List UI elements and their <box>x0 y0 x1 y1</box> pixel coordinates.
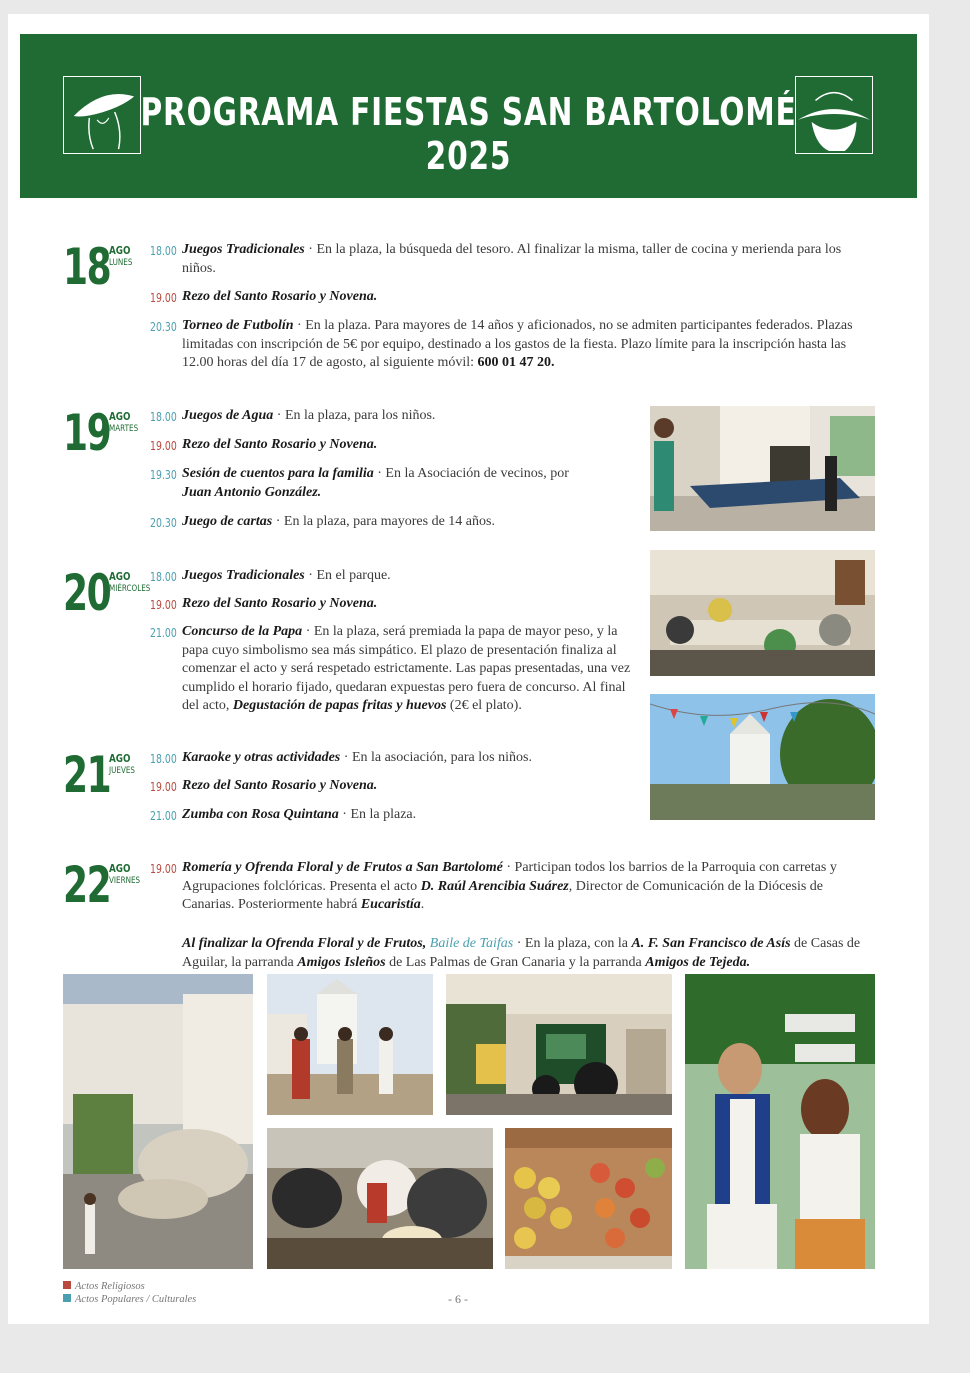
event-title: Juegos Tradicionales <box>182 568 305 583</box>
event-item: 18.00 Juegos Tradicionales · En la plaza, la búsqueda del tesoro. Al finalizar la misma, taller de cocina y merienda para los niños. <box>150 242 842 276</box>
event-title: Rezo del Santo Rosario y Novena. <box>182 437 378 452</box>
event-time: 19.00 <box>150 862 177 876</box>
day-month: AGO <box>109 862 131 875</box>
event-time: 19.00 <box>150 780 177 794</box>
event-title: Rezo del Santo Rosario y Novena. <box>182 778 378 793</box>
event-description: En el parque. <box>316 568 391 583</box>
event-time: 18.00 <box>150 410 177 424</box>
day-weekday: LUNES <box>109 258 133 268</box>
event-title: Rezo del Santo Rosario y Novena. <box>182 289 378 304</box>
event-description: En la plaza, para mayores de 14 años. <box>283 514 495 529</box>
tractor-photo <box>446 974 672 1115</box>
header-banner <box>20 34 917 198</box>
event-time: 18.00 <box>150 752 177 766</box>
day-number: 21 <box>63 746 111 804</box>
phone-number: 600 01 47 20. <box>477 355 555 370</box>
day-month: AGO <box>109 244 131 257</box>
event-time: 19.30 <box>150 468 177 482</box>
day-number: 19 <box>63 404 111 462</box>
day-month: AGO <box>109 410 131 423</box>
event-time: 19.00 <box>150 598 177 612</box>
event-time: 20.30 <box>150 320 177 334</box>
event-time: 19.00 <box>150 439 177 453</box>
event-title: Juego de cartas <box>182 514 273 529</box>
popular-swatch <box>63 1294 71 1302</box>
man-hat-logo-icon <box>795 76 873 154</box>
card-players-photo <box>650 550 875 676</box>
day-weekday: JUEVES <box>109 766 135 776</box>
day-weekday: MARTES <box>109 424 139 434</box>
day-month: AGO <box>109 570 131 583</box>
event-time: 20.30 <box>150 516 177 530</box>
event-title: Sesión de cuentos para la familia <box>182 466 374 481</box>
day-number: 18 <box>63 238 111 296</box>
page-number: - 6 - <box>448 1292 468 1306</box>
event-description: En la plaza, será premiada la papa de mayor peso, y la papa cuyo simbolismo sea más simpático. El plazo de presentación finaliza al comenzar el acto y será respetado estrictamente. Las papas presentadas, una vez cumplido el horario fijado, quedaran expuestas pero fuera de concurso. Al final del acto, <box>182 624 631 713</box>
event-description: En la Asociación de vecinos, por <box>385 466 569 481</box>
event-description: En la asociación, para los niños. <box>351 750 532 765</box>
day-weekday: VIERNES <box>109 876 141 886</box>
event-title: Rezo del Santo Rosario y Novena. <box>182 596 378 611</box>
event-description: En la plaza. <box>350 807 417 822</box>
folk-dancers-photo <box>267 974 433 1115</box>
sheep-street-photo <box>63 974 253 1269</box>
event-time: 18.00 <box>150 244 177 258</box>
event-time: 21.00 <box>150 809 177 823</box>
religious-swatch <box>63 1281 71 1289</box>
legend-religious: Actos Religiosos <box>63 1281 145 1292</box>
event-title: Al finalizar la Ofrenda Floral y de Frutos, <box>182 936 427 951</box>
event-time: 21.00 <box>150 626 177 640</box>
event-description: En la plaza, para los niños. <box>284 408 436 423</box>
event-title: Torneo de Futbolín <box>182 318 294 333</box>
baile-de-taifas-label: Baile de Taifas <box>426 936 514 951</box>
presenter-name: D. Raúl Arencibia Suárez <box>420 878 569 894</box>
event-time: 18.00 <box>150 570 177 584</box>
tasting-note: Degustación de papas fritas y huevos <box>232 698 447 713</box>
event-description: Participan todos los barrios de la Parroquia con carretas y Agrupaciones folclóricas. Presenta el acto <box>182 860 837 894</box>
event-title: Concurso de la Papa <box>182 624 303 639</box>
event-title: Karaoke y otras actividades <box>182 750 341 765</box>
event-title: Juegos Tradicionales <box>182 242 305 257</box>
legend-popular: Actos Populares / Culturales <box>63 1294 196 1305</box>
day-number: 20 <box>63 564 111 622</box>
page-title: PROGRAMA FIESTAS SAN BARTOLOMÉ 2025 <box>140 90 797 178</box>
fruit-crates-photo <box>505 1128 672 1269</box>
event-time: 19.00 <box>150 291 177 305</box>
event-title: Juegos de Agua <box>182 408 274 423</box>
event-title: Zumba con Rosa Quintana <box>182 807 339 822</box>
church-flags-photo <box>650 694 875 820</box>
program-page: PROGRAMA FIESTAS SAN BARTOLOMÉ 2025 18 AGO LUNES 18.00 Juegos Tradicionales · En la plaza, la búsqueda del tesoro. Al finalizar la misma, taller de cocina y merienda para los niños. 19.00 Rezo del Santo Rosario y Novena. 20.30 Torneo de Futbolín · En la plaza. Para mayores de 14 años y aficionados, no se admiten participantes federados. Plazas limitadas con inscripción de 5€ por equipo, destinado a los gastos de la fiesta. Plazo límite para la inscripción hasta las 12.00 horas del día 17 de agosto, al siguiente móvil: 600 01 47 20. 19 AGO MARTES 18.00 Juegos de Agua · En la plaza, para los niños. 19.00 Rezo del Santo Rosario y Novena. 19.30 Sesión de cuentos para la familia · En la Asociación de vecinos, por Juan Antonio González. 20.30 Juego de cartas · En la plaza, para mayores de 14 años. 20 AGO MIÉRCOLES 18.00 Juegos Tradicionales · En el parque. 19.00 Rezo del Santo Rosario y Novena. 21.00 Concurso de la Papa · En la plaza, será premiada la papa de mayor peso, y la papa cuyo simbolismo sea más simpático. El plazo de presentación finaliza al comenzar el acto y será respetado estrictamente. Las papas presentadas, una vez cumplido el horario fijado, quedaran expuestas pero fuera de concurso. Al final del acto, Degustación de papas fritas y huevos (2€ el plato). 21 AGO JUEVES 18.00 Karaoke y otras actividades · En la asociación, para los niños. 19.00 Rezo del Santo Rosario y Novena. 21.00 Zumba con Rosa Quintana · En la plaza. 22 AGO VIERNES 19.00 Romería y Ofrenda Floral y de Frutos a San Bartolomé · Participan todos los barrios de la Parroquia con carretas y Agrupaciones folclóricas. Presenta el acto D. Raúl Arencibia Suárez, Director de Comunicación de la Diócesis de Canarias. Posteriormente habrá Eucaristía. Al finalizar la Ofrenda Floral y de Frutos, Baile de Taifas · En la plaza, con la A. F. San Francisco de Asís de Casas de Aguilar, la parranda Amigos Isleños de Las Palmas de Gran Canaria y la parranda Amigos de Tejeda. Actos Religiosos Actos Populares / Culturales - 6 - <box>8 14 929 1324</box>
day-number: 22 <box>63 856 111 914</box>
couple-traditional-dress-photo <box>685 974 875 1269</box>
ping-pong-photo <box>650 406 875 531</box>
event-description: En la plaza, la búsqueda del tesoro. Al finalizar la misma, taller de cocina y merienda para los niños. <box>182 242 842 276</box>
event-title: Romería y Ofrenda Floral y de Frutos a San Bartolomé <box>182 860 503 875</box>
storyteller-name: Juan Antonio González. <box>182 484 322 500</box>
day-month: AGO <box>109 752 131 765</box>
day-weekday: MIÉRCOLES <box>109 584 151 594</box>
event-description: En la plaza. Para mayores de 14 años y aficionados, no se admiten participantes federados. Plazas limitadas con inscripción de 5€ por equipo, destinado a los gastos de la fiesta. Plazo límite para la inscripción hasta las 12.00 horas del día 17 de agosto, al siguiente móvil: <box>182 318 853 370</box>
romeria-crowd-photo <box>267 1128 493 1269</box>
